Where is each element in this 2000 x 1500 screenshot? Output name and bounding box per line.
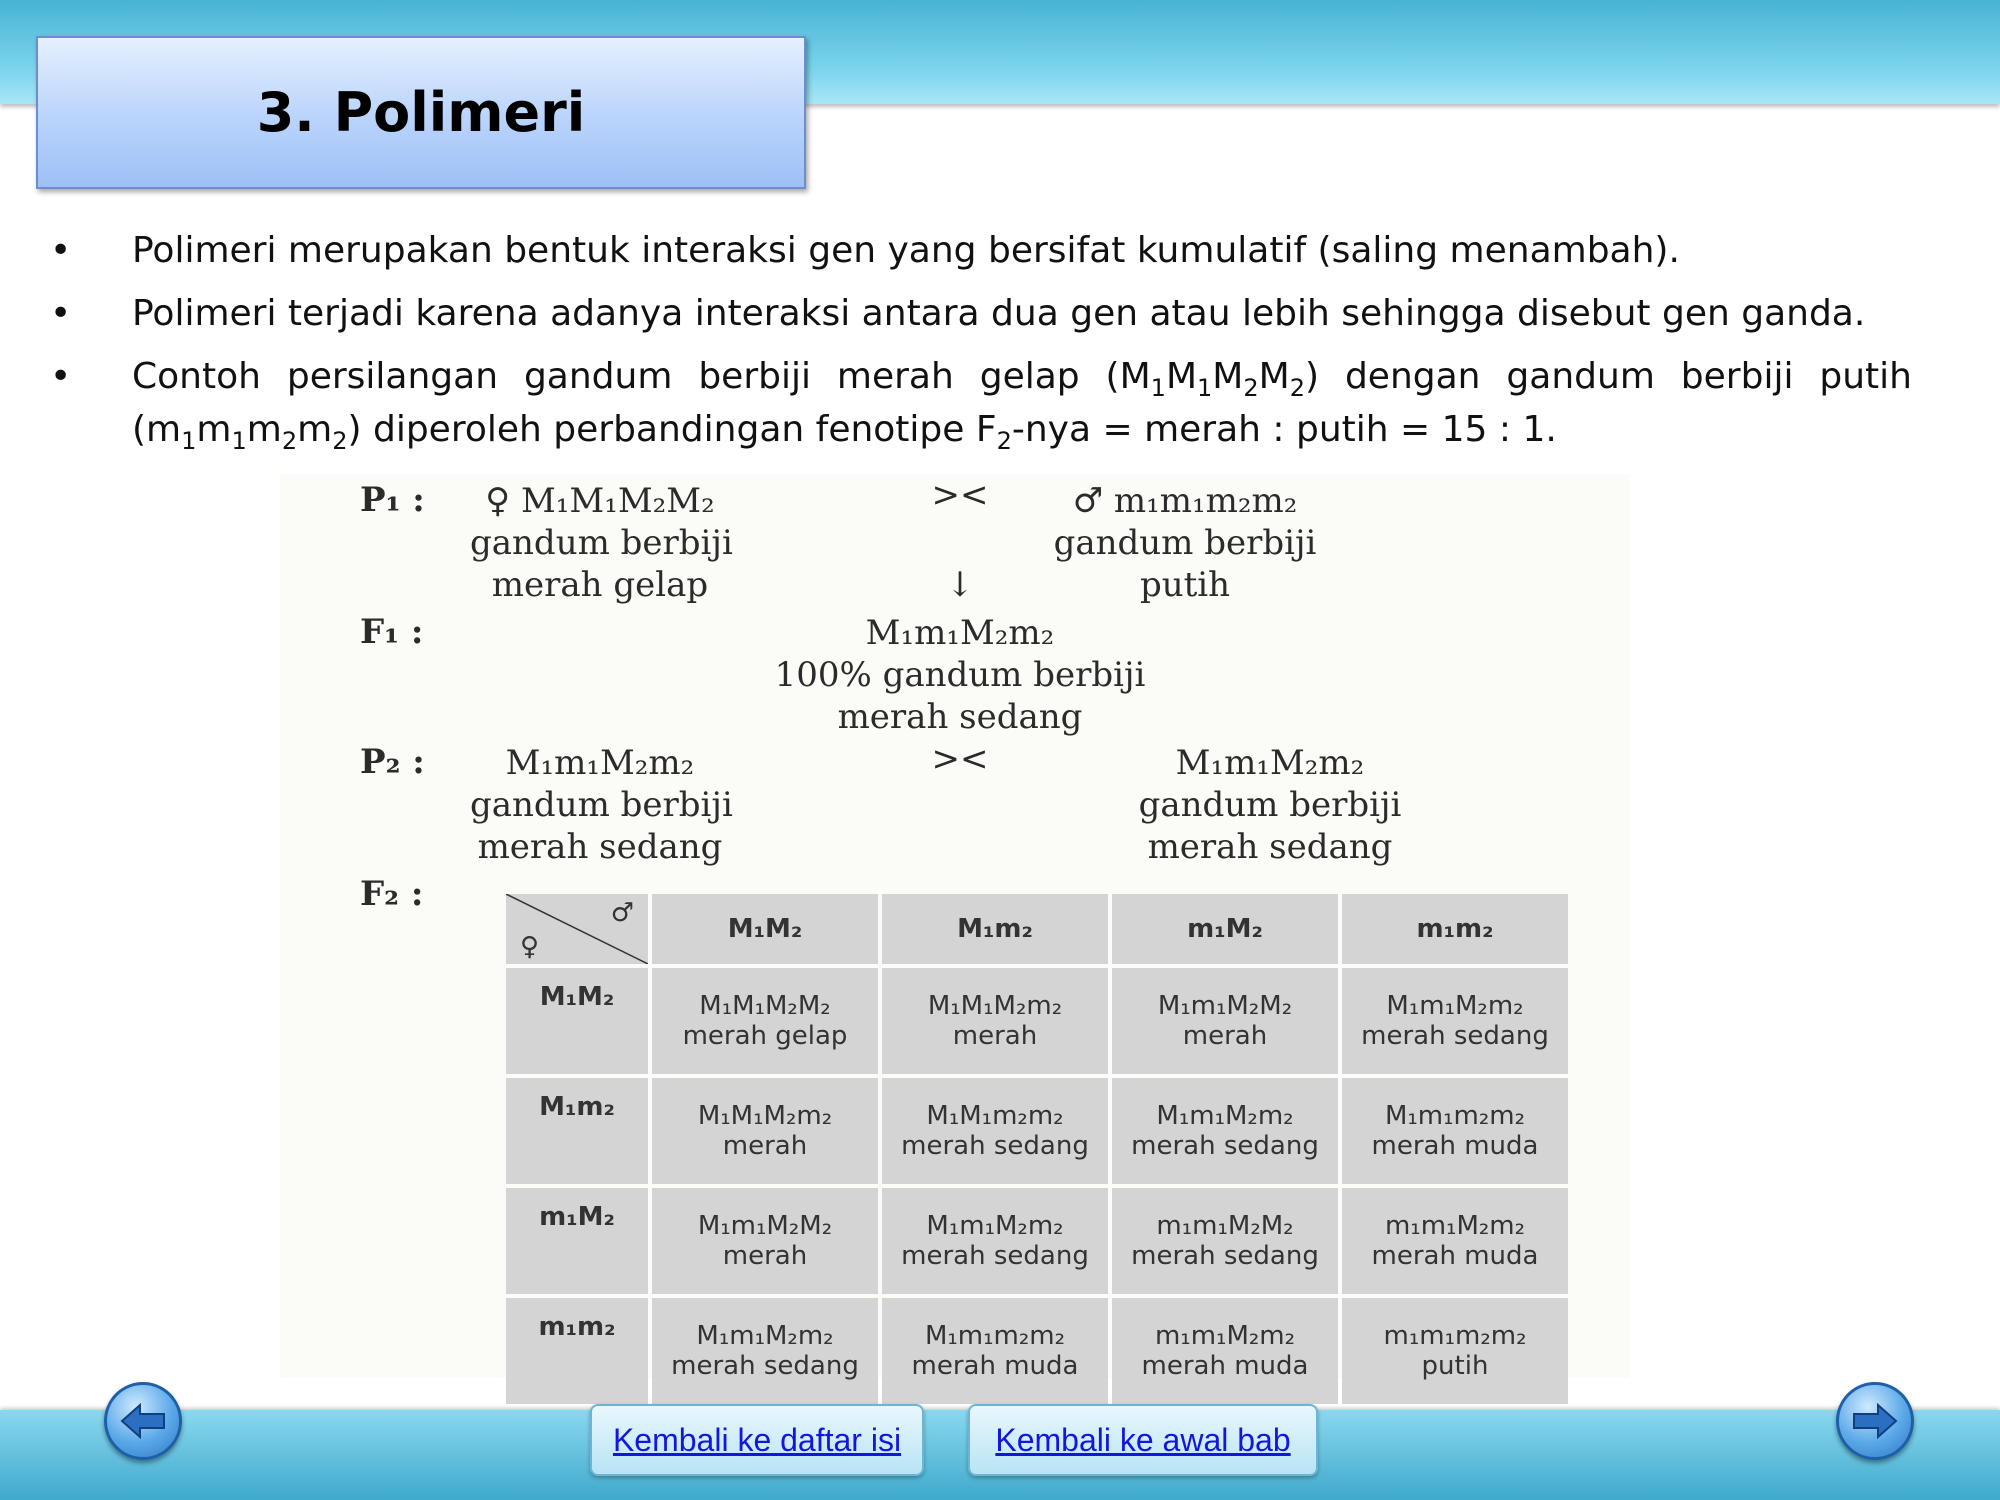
p2-right-genotype: M₁m₁M₂m₂ [1175, 743, 1365, 783]
toc-link-button[interactable] [590, 1404, 924, 1476]
bullet-dot: • [50, 230, 72, 271]
cell-phenotype: merah muda [1371, 1131, 1539, 1161]
chapter-link-button[interactable] [968, 1404, 1318, 1476]
cell-phenotype: merah [722, 1131, 808, 1161]
bullet-dot: • [50, 356, 72, 397]
punnett-row [506, 968, 1568, 1074]
column-header: m₁M₂ [1112, 894, 1338, 964]
cell-phenotype: merah muda [1141, 1351, 1309, 1381]
p1-female-genotype: ♀ M₁M₁M₂M₂ [485, 481, 715, 521]
punnett-cell [652, 1298, 878, 1404]
punnett-cell [1342, 968, 1568, 1074]
punnett-cell [652, 968, 878, 1074]
female-symbol-icon: ♀ [520, 932, 540, 962]
arrow-right-icon [1852, 1403, 1898, 1439]
cell-genotype: M₁m₁M₂m₂ [1386, 991, 1524, 1021]
cross-symbol: >< [931, 739, 989, 779]
cell-phenotype: merah [722, 1241, 808, 1271]
p1-female-desc: gandum berbiji [470, 523, 733, 563]
cell-genotype: M₁M₁M₂M₂ [699, 991, 831, 1021]
cell-phenotype: putih [1421, 1351, 1489, 1381]
row-header: M₁M₂ [506, 968, 648, 1074]
cell-phenotype: merah sedang [901, 1131, 1089, 1161]
cell-phenotype: merah sedang [1131, 1241, 1319, 1271]
punnett-cell [1112, 968, 1338, 1074]
p2-left-genotype: M₁m₁M₂m₂ [505, 743, 695, 783]
p2-right-desc: merah sedang [1147, 827, 1393, 867]
page-title: 3. Polimeri [256, 81, 586, 144]
punnett-cell [1112, 1298, 1338, 1404]
punnett-cell [882, 1298, 1108, 1404]
cell-phenotype: merah sedang [1361, 1021, 1549, 1051]
p1-male-desc: putih [1139, 565, 1231, 605]
punnett-cell [1112, 1188, 1338, 1294]
p2-right-desc: gandum berbiji [1138, 785, 1402, 825]
bullet-list [50, 224, 1912, 456]
title-box [36, 36, 806, 189]
punnett-row [506, 1078, 1568, 1184]
down-arrow-icon: ↓ [945, 565, 975, 605]
punnett-header-row [506, 894, 1568, 964]
punnett-cell [882, 968, 1108, 1074]
p2-left-desc: gandum berbiji [470, 785, 733, 825]
punnett-cell [1342, 1298, 1568, 1404]
cell-genotype: M₁M₁M₂m₂ [697, 1101, 833, 1131]
cell-genotype: M₁m₁m₂m₂ [1384, 1101, 1526, 1131]
forward-button[interactable] [1836, 1382, 1914, 1460]
f1-desc: 100% gandum berbiji [774, 655, 1146, 695]
f1-genotype: M₁m₁M₂m₂ [865, 613, 1055, 653]
punnett-cell [652, 1188, 878, 1294]
toc-link[interactable]: Kembali ke daftar isi [612, 1421, 902, 1458]
cell-genotype: m₁m₁M₂M₂ [1156, 1211, 1294, 1241]
cell-phenotype: merah muda [1371, 1241, 1539, 1271]
p1-female-desc: merah gelap [491, 565, 709, 605]
male-symbol-icon: ♂ [610, 898, 634, 928]
p2-left-desc: merah sedang [477, 827, 723, 867]
punnett-row [506, 1188, 1568, 1294]
punnett-cell [652, 1078, 878, 1184]
cell-phenotype: merah [1182, 1021, 1268, 1051]
cell-phenotype: merah sedang [671, 1351, 859, 1381]
back-button[interactable] [104, 1382, 182, 1460]
cell-genotype: m₁m₁M₂m₂ [1154, 1321, 1296, 1351]
punnett-square [502, 890, 1572, 1408]
f1-label: F₁ : [360, 612, 424, 652]
row-header: m₁m₂ [506, 1298, 648, 1404]
p1-male-desc: gandum berbiji [1053, 523, 1317, 563]
bullet-text: Contoh persilangan gandum berbiji merah gelap $(M_1M_1M_2M_2)$ dengan gandum berbiji putih $(m_1m_1m_2m_2)$ diperoleh perbandingan fenotipe $F_2$-nya = merah : putih = 15 : 1. [132, 356, 1912, 456]
bullet-item [50, 350, 1912, 456]
cell-genotype: M₁m₁M₂m₂ [1156, 1101, 1294, 1131]
column-header: M₁m₂ [882, 894, 1108, 964]
punnett-cell [882, 1188, 1108, 1294]
p1-male-genotype: ♂ m₁m₁m₂m₂ [1072, 481, 1298, 521]
punnett-row [506, 1298, 1568, 1404]
bullet-dot: • [50, 293, 72, 334]
punnett-cell [1342, 1078, 1568, 1184]
arrow-left-icon [120, 1403, 166, 1439]
f2-label: F₂ : [360, 874, 424, 914]
cell-genotype: M₁m₁M₂M₂ [1157, 991, 1293, 1021]
cell-genotype: M₁M₁m₂m₂ [926, 1101, 1064, 1131]
cell-phenotype: merah sedang [1131, 1131, 1319, 1161]
cell-phenotype: merah sedang [901, 1241, 1089, 1271]
punnett-cell [1112, 1078, 1338, 1184]
bullet-text: Polimeri merupakan bentuk interaksi gen yang bersifat kumulatif (saling menambah). [132, 230, 1680, 271]
cell-genotype: M₁M₁M₂m₂ [927, 991, 1063, 1021]
row-header: m₁M₂ [506, 1188, 648, 1294]
punnett-corner [506, 894, 648, 964]
column-header: M₁M₂ [652, 894, 878, 964]
cell-genotype: M₁m₁M₂m₂ [696, 1321, 834, 1351]
cell-genotype: M₁m₁M₂M₂ [697, 1211, 833, 1241]
f1-desc: merah sedang [837, 697, 1083, 737]
cross-diagram [280, 474, 1630, 1381]
p2-label: P₂ : [360, 742, 425, 782]
cell-genotype: m₁m₁M₂m₂ [1384, 1211, 1526, 1241]
punnett-cell [1342, 1188, 1568, 1294]
cell-phenotype: merah [952, 1021, 1038, 1051]
cross-symbol: >< [931, 475, 989, 515]
cell-phenotype: merah muda [911, 1351, 1079, 1381]
bullet-item [50, 224, 1912, 277]
bullet-item [50, 287, 1912, 340]
row-header: M₁m₂ [506, 1078, 648, 1184]
cell-genotype: M₁m₁m₂m₂ [924, 1321, 1066, 1351]
column-header: m₁m₂ [1342, 894, 1568, 964]
cell-genotype: m₁m₁m₂m₂ [1383, 1321, 1527, 1351]
chapter-link[interactable]: Kembali ke awal bab [995, 1421, 1291, 1458]
p1-label: P₁ : [360, 480, 425, 520]
punnett-cell [882, 1078, 1108, 1184]
cell-genotype: M₁m₁M₂m₂ [926, 1211, 1064, 1241]
cell-phenotype: merah gelap [682, 1021, 848, 1051]
bullet-text: Polimeri terjadi karena adanya interaksi antara dua gen atau lebih sehingga disebut gen ganda. [132, 293, 1866, 334]
